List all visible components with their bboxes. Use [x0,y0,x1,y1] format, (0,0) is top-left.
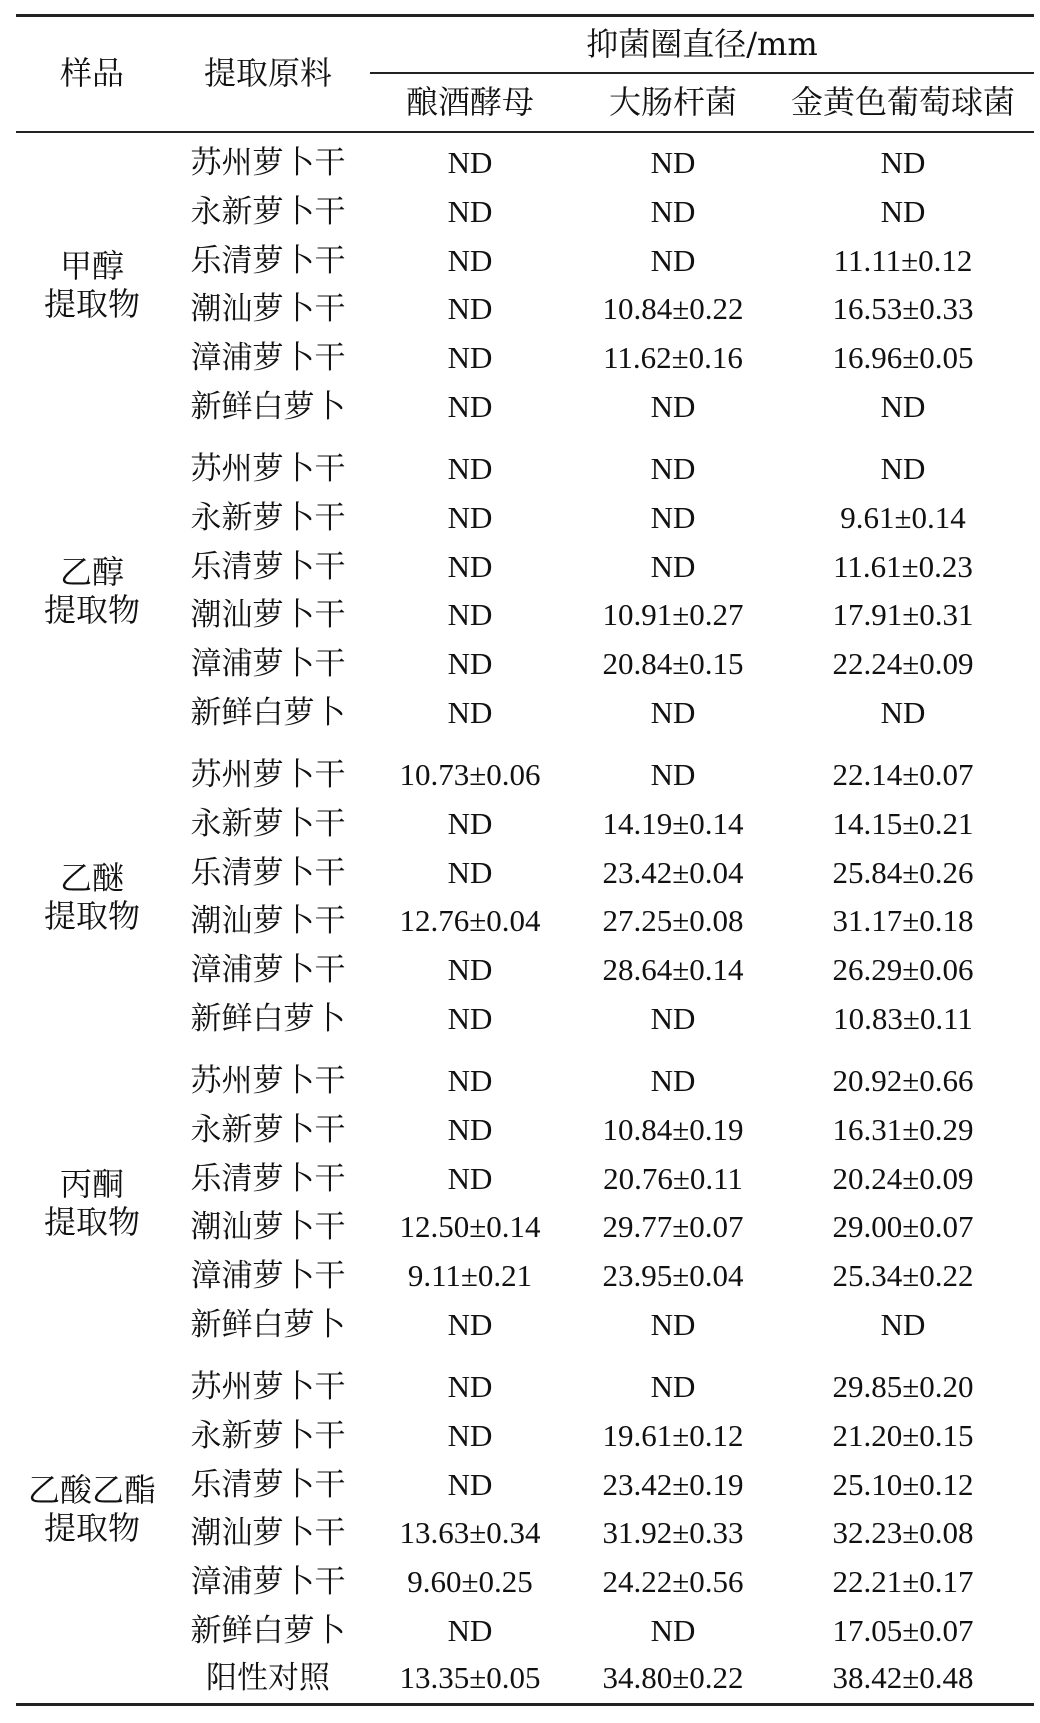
value-cell: ND [447,242,493,278]
value-cell: 31.17±0.18 [832,903,974,939]
value-cell: 28.64±0.14 [602,952,744,988]
value-cell: ND [447,1417,493,1453]
value-cell: 31.92±0.33 [602,1515,744,1551]
header-col-ecoli: 大肠杆菌 [608,83,738,121]
value-cell: ND [447,854,493,890]
value-cell: ND [447,1466,493,1502]
value-cell: ND [447,1307,493,1342]
sample-label-line1: 乙酸乙酯 [27,1471,157,1509]
value-cell: 27.25±0.08 [602,903,744,939]
sample-label-line2: 提取物 [43,897,141,935]
value-cell: ND [880,193,926,229]
value-cell: 23.42±0.19 [602,1466,744,1502]
value-cell: ND [447,1160,493,1196]
material-cell: 乐清萝卜干 [190,548,346,585]
value-cell: ND [447,1613,493,1648]
material-cell: 永新萝卜干 [190,499,346,536]
value-cell: 25.84±0.26 [832,854,974,890]
material-cell: 漳浦萝卜干 [190,340,346,377]
value-cell: ND [650,548,696,584]
value-cell: 23.95±0.04 [602,1258,744,1294]
value-cell: 22.24±0.09 [832,646,974,682]
material-cell: 乐清萝卜干 [190,242,346,279]
value-cell: 9.60±0.25 [407,1564,533,1600]
value-cell: 29.00±0.07 [832,1209,974,1245]
control-material-cell: 阳性对照 [206,1660,330,1696]
value-cell: ND [447,340,493,376]
value-cell: 11.62±0.16 [603,340,743,376]
material-cell: 新鲜白萝卜 [190,695,346,731]
value-cell: 25.34±0.22 [832,1258,974,1294]
value-cell: 16.31±0.29 [832,1111,974,1147]
sample-label-line1: 丙酮 [59,1165,125,1203]
header-group-rule [370,72,1034,74]
control-value-cell: 34.80±0.22 [602,1660,744,1695]
value-cell: ND [880,389,926,424]
value-cell: 23.42±0.04 [602,854,744,890]
value-cell: 29.85±0.20 [832,1369,974,1404]
header-sample: 样品 [59,54,125,92]
value-cell: ND [447,646,493,682]
value-cell: 11.11±0.12 [833,242,973,278]
material-cell: 乐清萝卜干 [190,1466,346,1503]
value-cell: ND [650,389,696,424]
value-cell: ND [650,1063,696,1098]
value-cell: 17.05±0.07 [832,1613,974,1648]
value-cell: ND [447,499,493,535]
material-cell: 苏州萝卜干 [190,145,346,181]
table-bottom-rule [16,1703,1034,1706]
material-cell: 潮汕萝卜干 [190,1209,346,1246]
sample-label-line1: 乙醚 [59,859,125,897]
value-cell: ND [447,291,493,327]
value-cell: 24.22±0.56 [602,1564,744,1600]
value-cell: ND [650,242,696,278]
sample-label-line1: 乙醇 [59,553,125,591]
material-cell: 永新萝卜干 [190,193,346,230]
header-inhibition-group: 抑菌圈直径/mm [586,25,818,63]
value-cell: 10.91±0.27 [602,597,744,633]
material-cell: 潮汕萝卜干 [190,597,346,634]
value-cell: 32.23±0.08 [832,1515,974,1551]
sample-label-line2: 提取物 [43,1203,141,1241]
material-cell: 乐清萝卜干 [190,854,346,891]
table-top-rule [16,14,1034,17]
value-cell: 10.84±0.19 [602,1111,744,1147]
control-value-cell: 13.35±0.05 [399,1660,541,1695]
value-cell: ND [650,1001,696,1036]
material-cell: 乐清萝卜干 [190,1160,346,1197]
value-cell: 21.20±0.15 [832,1417,974,1453]
sample-label-line2: 提取物 [43,1509,141,1547]
value-cell: ND [650,499,696,535]
value-cell: ND [447,1001,493,1036]
header-material: 提取原料 [203,54,333,92]
value-cell: ND [650,757,696,792]
value-cell: 9.61±0.14 [840,499,966,535]
value-cell: ND [650,1307,696,1342]
value-cell: 10.84±0.22 [602,291,744,327]
value-cell: 16.96±0.05 [832,340,974,376]
value-cell: ND [447,1369,493,1404]
value-cell: 12.76±0.04 [399,903,541,939]
material-cell: 漳浦萝卜干 [190,1258,346,1295]
value-cell: ND [880,695,926,730]
material-cell: 永新萝卜干 [190,1417,346,1454]
value-cell: 19.61±0.12 [602,1417,744,1453]
sample-label-line1: 甲醇 [59,247,125,285]
material-cell: 苏州萝卜干 [190,1063,346,1099]
value-cell: 20.76±0.11 [603,1160,743,1196]
material-cell: 永新萝卜干 [190,805,346,842]
value-cell: ND [447,695,493,730]
material-cell: 新鲜白萝卜 [190,1613,346,1649]
value-cell: 14.15±0.21 [832,805,974,841]
sample-label-line2: 提取物 [43,285,141,323]
material-cell: 潮汕萝卜干 [190,291,346,328]
value-cell: ND [447,145,493,180]
material-cell: 苏州萝卜干 [190,1369,346,1405]
value-cell: ND [880,145,926,180]
value-cell: ND [447,597,493,633]
control-value-cell: 38.42±0.48 [832,1660,974,1695]
material-cell: 新鲜白萝卜 [190,1001,346,1037]
sample-label-line2: 提取物 [43,591,141,629]
material-cell: 苏州萝卜干 [190,451,346,487]
value-cell: ND [447,952,493,988]
value-cell: ND [650,1369,696,1404]
value-cell: ND [447,451,493,486]
value-cell: ND [650,451,696,486]
value-cell: ND [447,1063,493,1098]
header-col-yeast: 酿酒酵母 [405,83,535,121]
value-cell: 25.10±0.12 [832,1466,974,1502]
value-cell: ND [447,548,493,584]
value-cell: 16.53±0.33 [832,291,974,327]
value-cell: 10.73±0.06 [399,757,541,792]
value-cell: 22.14±0.07 [832,757,974,792]
material-cell: 永新萝卜干 [190,1111,346,1148]
value-cell: 26.29±0.06 [832,952,974,988]
value-cell: 20.84±0.15 [602,646,744,682]
material-cell: 潮汕萝卜干 [190,1515,346,1552]
material-cell: 新鲜白萝卜 [190,389,346,425]
header-bottom-rule [16,131,1034,133]
value-cell: 20.24±0.09 [832,1160,974,1196]
material-cell: 苏州萝卜干 [190,757,346,793]
value-cell: ND [447,805,493,841]
value-cell: ND [447,1111,493,1147]
value-cell: 29.77±0.07 [602,1209,744,1245]
material-cell: 潮汕萝卜干 [190,903,346,940]
value-cell: ND [650,145,696,180]
material-cell: 漳浦萝卜干 [190,646,346,683]
material-cell: 新鲜白萝卜 [190,1307,346,1343]
value-cell: 17.91±0.31 [832,597,974,633]
material-cell: 漳浦萝卜干 [190,1564,346,1601]
value-cell: ND [650,193,696,229]
value-cell: ND [447,389,493,424]
header-col-staph: 金黄色葡萄球菌 [790,83,1016,121]
value-cell: 11.61±0.23 [833,548,973,584]
value-cell: ND [880,451,926,486]
value-cell: ND [880,1307,926,1342]
value-cell: 9.11±0.21 [407,1258,533,1294]
value-cell: 14.19±0.14 [602,805,744,841]
value-cell: ND [650,1613,696,1648]
value-cell: 13.63±0.34 [399,1515,541,1551]
value-cell: ND [650,695,696,730]
value-cell: 20.92±0.66 [832,1063,974,1098]
material-cell: 漳浦萝卜干 [190,952,346,989]
value-cell: 10.83±0.11 [833,1001,973,1036]
value-cell: 12.50±0.14 [399,1209,541,1245]
value-cell: ND [447,193,493,229]
value-cell: 22.21±0.17 [832,1564,974,1600]
